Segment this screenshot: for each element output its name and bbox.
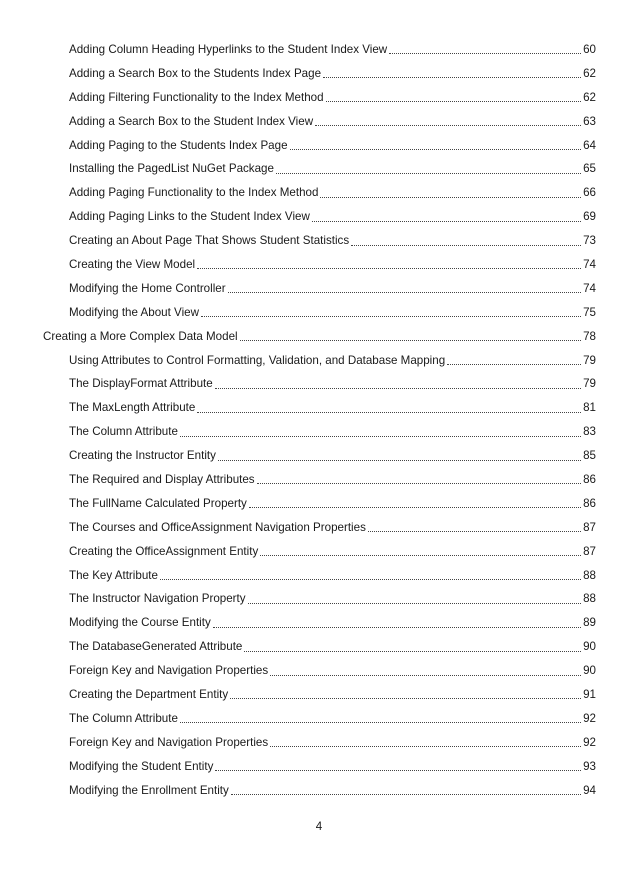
toc-entry-page: 90 — [583, 664, 596, 678]
toc-section-entry[interactable] — [0, 181, 638, 205]
toc-entry-page: 81 — [583, 401, 596, 415]
toc-entry-page: 66 — [583, 186, 596, 200]
toc-entry-page: 83 — [583, 425, 596, 439]
dot-leader — [213, 627, 581, 628]
dot-leader — [368, 531, 581, 532]
dot-leader — [231, 794, 581, 795]
toc-entry-page: 74 — [583, 281, 596, 295]
dot-leader — [315, 125, 581, 126]
toc-entry-page: 65 — [583, 162, 596, 176]
toc-entry-title: Modifying the Student Entity — [69, 759, 214, 773]
toc-section-entry[interactable] — [0, 134, 638, 158]
toc-entry-title: Adding Paging Functionality to the Index Method — [69, 186, 319, 200]
toc-section-entry[interactable] — [0, 659, 638, 683]
dot-leader — [215, 388, 581, 389]
toc-section-entry[interactable] — [0, 444, 638, 468]
toc-entry-page: 89 — [583, 616, 596, 630]
toc-entry-page: 87 — [583, 520, 596, 534]
dot-leader — [248, 603, 582, 604]
toc-entry-page: 75 — [583, 305, 596, 319]
dot-leader — [320, 197, 581, 198]
toc-section-entry[interactable] — [0, 516, 638, 540]
toc-section-entry[interactable] — [0, 731, 638, 755]
toc-entry-title: Modifying the About View — [69, 305, 199, 319]
dot-leader — [270, 675, 581, 676]
dot-leader — [230, 698, 581, 699]
toc-entry-page: 64 — [583, 138, 596, 152]
toc-section-entry[interactable] — [0, 86, 638, 110]
toc-section-entry[interactable] — [0, 755, 638, 779]
toc-entry-page: 92 — [583, 711, 596, 725]
toc-entry-title: Adding Paging Links to the Student Index View — [69, 210, 310, 224]
dot-leader — [197, 268, 581, 269]
toc-entry-title: The FullName Calculated Property — [69, 496, 247, 510]
dot-leader — [351, 245, 581, 246]
dot-leader — [276, 173, 581, 174]
dot-leader — [244, 651, 581, 652]
toc-entry-page: 92 — [583, 735, 596, 749]
toc-entry-title: Modifying the Home Controller — [69, 281, 226, 295]
toc-entry-page: 88 — [583, 592, 596, 606]
toc-entry-title: The Courses and OfficeAssignment Navigation Properties — [69, 520, 366, 534]
dot-leader — [197, 412, 581, 413]
toc-entry-page: 94 — [583, 783, 596, 797]
dot-leader — [290, 149, 582, 150]
toc-entry-page: 73 — [583, 234, 596, 248]
toc-entry-page: 78 — [583, 329, 596, 343]
toc-entry-page: 60 — [583, 42, 596, 56]
toc-section-entry[interactable] — [0, 540, 638, 564]
toc-entry-title: Adding Filtering Functionality to the Index Method — [69, 90, 324, 104]
toc-section-entry[interactable] — [0, 372, 638, 396]
toc-section-entry[interactable] — [0, 492, 638, 516]
page-number: 4 — [315, 820, 323, 833]
toc-entry-title: Adding Paging to the Students Index Page — [69, 138, 288, 152]
toc-entry-title: The DisplayFormat Attribute — [69, 377, 213, 391]
dot-leader — [240, 340, 581, 341]
toc-entry-page: 79 — [583, 353, 596, 367]
toc-entry-page: 74 — [583, 257, 596, 271]
toc-entry-page: 88 — [583, 568, 596, 582]
toc-section-entry[interactable] — [0, 683, 638, 707]
dot-leader — [260, 555, 581, 556]
toc-entry-title: The Key Attribute — [69, 568, 158, 582]
toc-entry-page: 79 — [583, 377, 596, 391]
dot-leader — [326, 101, 582, 102]
toc-entry-page: 62 — [583, 66, 596, 80]
toc-entry-title: Adding a Search Box to the Students Index Page — [69, 66, 322, 80]
toc-entry-title: The Required and Display Attributes — [69, 472, 255, 486]
toc-entry-title: Modifying the Course Entity — [69, 616, 211, 630]
toc-entry-title: The Column Attribute — [69, 711, 178, 725]
toc-entry-title: Creating the View Model — [69, 257, 196, 271]
toc-entry-page: 93 — [583, 759, 596, 773]
toc-section-entry[interactable] — [0, 779, 638, 803]
toc-section-entry[interactable] — [0, 229, 638, 253]
toc-section-entry[interactable] — [0, 301, 638, 325]
toc-entry-title: The Instructor Navigation Property — [69, 592, 246, 606]
dot-leader — [160, 579, 581, 580]
toc-entry-page: 63 — [583, 114, 596, 128]
toc-section-entry[interactable] — [0, 564, 638, 588]
toc-section-entry[interactable] — [0, 157, 638, 181]
table-of-contents — [0, 38, 638, 803]
toc-entry-title: Installing the PagedList NuGet Package — [69, 162, 274, 176]
toc-entry-title: The Column Attribute — [69, 425, 178, 439]
toc-section-entry[interactable] — [0, 38, 638, 62]
dot-leader — [389, 53, 581, 54]
dot-leader — [312, 221, 581, 222]
toc-section-entry[interactable] — [0, 420, 638, 444]
toc-section-entry[interactable] — [0, 635, 638, 659]
toc-entry-page: 86 — [583, 496, 596, 510]
dot-leader — [249, 507, 581, 508]
toc-entry-title: Foreign Key and Navigation Properties — [69, 664, 269, 678]
toc-entry-title: Modifying the Enrollment Entity — [69, 783, 229, 797]
toc-section-entry[interactable] — [0, 253, 638, 277]
toc-section-entry[interactable] — [0, 62, 638, 86]
toc-entry-title: Foreign Key and Navigation Properties — [69, 735, 269, 749]
toc-section-entry[interactable] — [0, 468, 638, 492]
dot-leader — [201, 316, 581, 317]
toc-section-entry[interactable] — [0, 110, 638, 134]
toc-section-entry[interactable] — [0, 205, 638, 229]
toc-entry-title: Creating the Department Entity — [69, 687, 229, 701]
toc-section-entry[interactable] — [0, 611, 638, 635]
dot-leader — [215, 770, 581, 771]
toc-section-entry[interactable] — [0, 396, 638, 420]
dot-leader — [323, 77, 581, 78]
toc-chapter-entry[interactable] — [0, 325, 638, 349]
toc-entry-title: Creating an About Page That Shows Student Statistics — [69, 234, 350, 248]
dot-leader — [228, 292, 582, 293]
dot-leader — [218, 460, 581, 461]
toc-section-entry[interactable] — [0, 349, 638, 373]
toc-entry-title: The MaxLength Attribute — [69, 401, 196, 415]
toc-entry-page: 69 — [583, 210, 596, 224]
dot-leader — [180, 722, 581, 723]
toc-entry-page: 86 — [583, 472, 596, 486]
toc-entry-page: 87 — [583, 544, 596, 558]
toc-entry-title: Creating a More Complex Data Model — [43, 329, 238, 343]
toc-entry-title: Using Attributes to Control Formatting, Validation, and Database Mapping — [69, 353, 446, 367]
toc-entry-title: Creating the OfficeAssignment Entity — [69, 544, 259, 558]
toc-entry-title: The DatabaseGenerated Attribute — [69, 640, 243, 654]
dot-leader — [257, 483, 581, 484]
toc-section-entry[interactable] — [0, 277, 638, 301]
toc-entry-page: 85 — [583, 449, 596, 463]
dot-leader — [447, 364, 581, 365]
toc-entry-title: Adding a Search Box to the Student Index View — [69, 114, 314, 128]
dot-leader — [270, 746, 581, 747]
toc-entry-page: 91 — [583, 687, 596, 701]
toc-section-entry[interactable] — [0, 587, 638, 611]
toc-section-entry[interactable] — [0, 707, 638, 731]
toc-entry-page: 90 — [583, 640, 596, 654]
toc-entry-title: Adding Column Heading Hyperlinks to the Student Index View — [69, 42, 388, 56]
dot-leader — [180, 436, 581, 437]
toc-entry-page: 62 — [583, 90, 596, 104]
toc-entry-title: Creating the Instructor Entity — [69, 449, 216, 463]
